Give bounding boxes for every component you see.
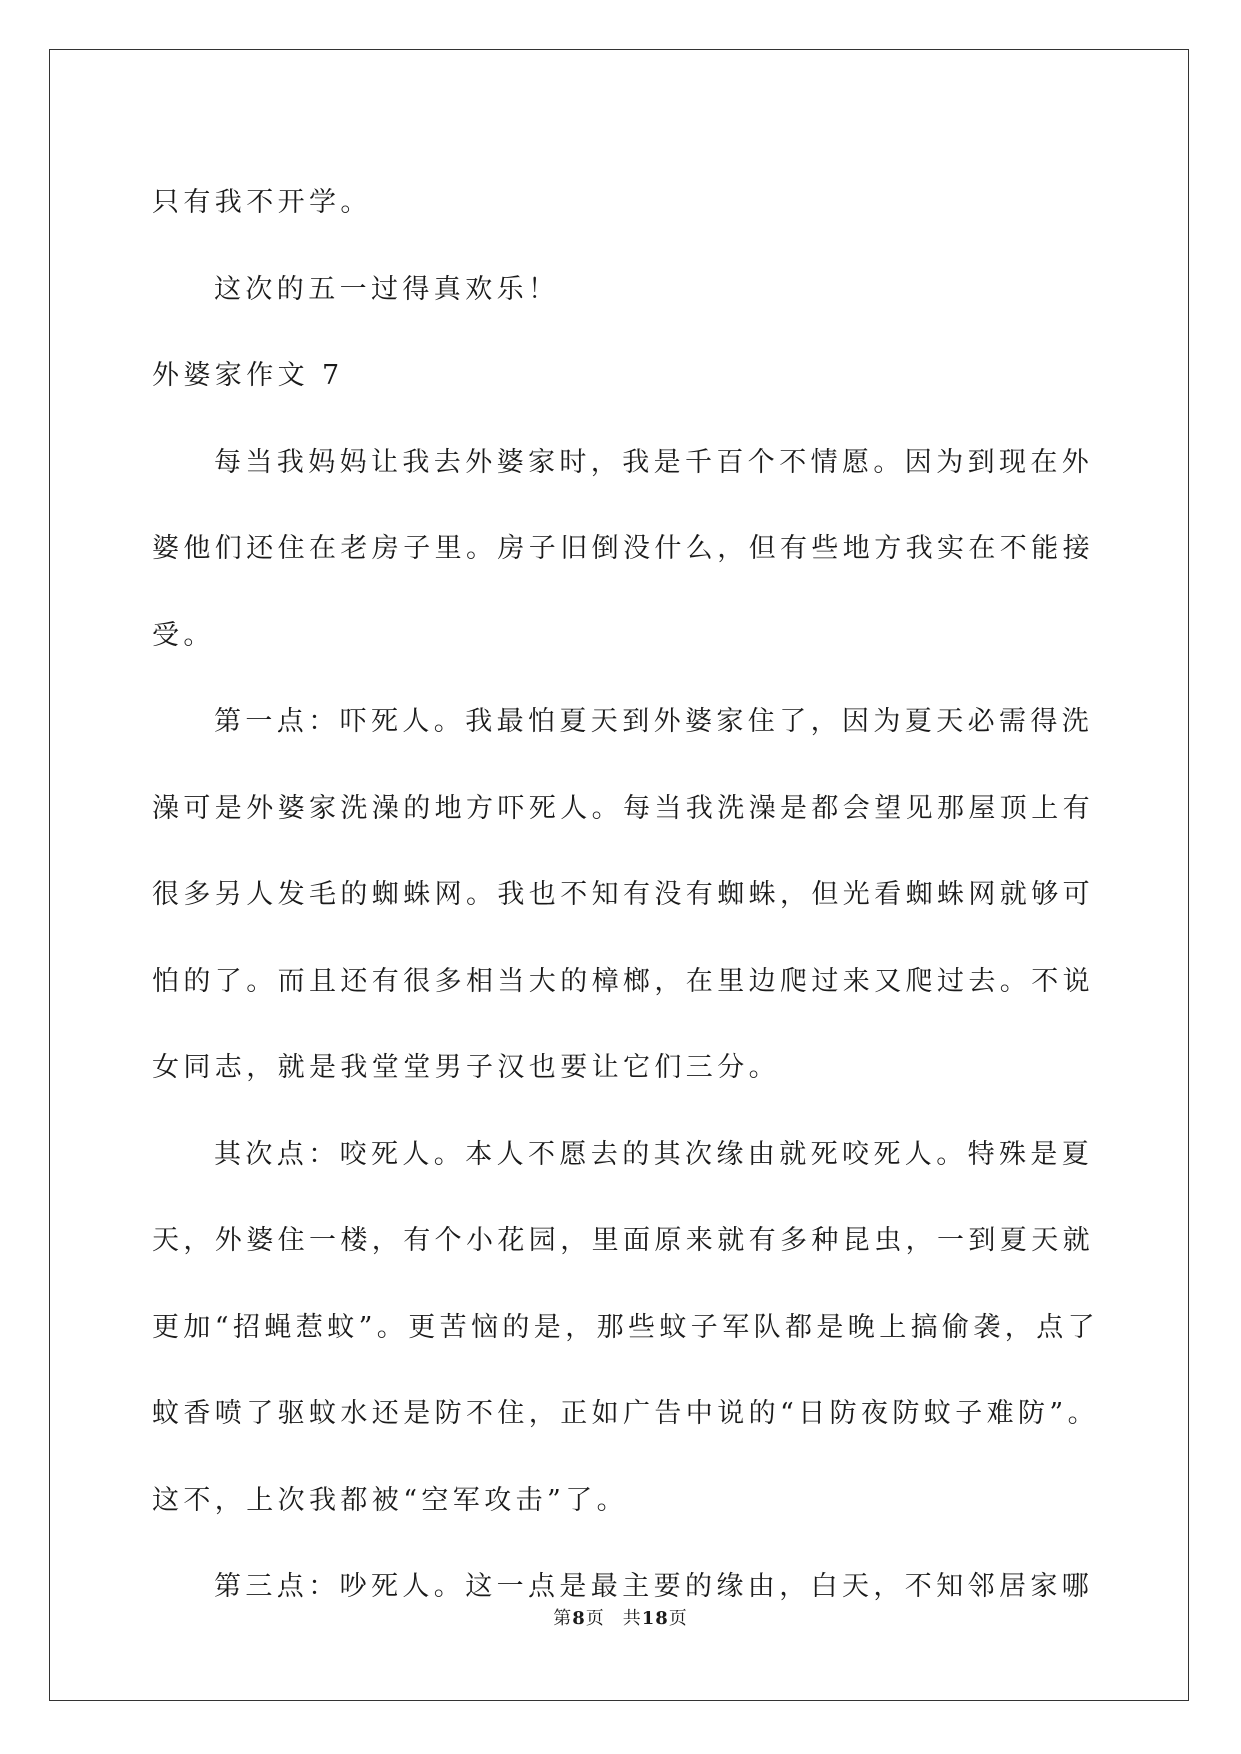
text-line: 很多另人发毛的蜘蛛网。我也不知有没有蜘蛛，但光看蜘蛛网就够可 bbox=[152, 879, 1094, 910]
text-line: 受。 bbox=[152, 619, 215, 651]
text-line: 更加“招蝇惹蚊”。更苦恼的是，那些蚊子军队都是晚上搞偷袭，点了 bbox=[152, 1311, 1100, 1343]
document-body bbox=[152, 160, 1100, 1631]
text-line: 其次点：咬死人。本人不愿去的其次缘由就死咬死人。特殊是夏 bbox=[214, 1138, 1094, 1170]
text-line: 蚊香喷了驱蚊水还是防不住，正如广告中说的“日防夜防蚊子难防”。 bbox=[152, 1398, 1100, 1429]
text-line: 天，外婆住一楼，有个小花园，里面原来就有多种昆虫，一到夏天就 bbox=[152, 1225, 1094, 1256]
text-line: 第三点：吵死人。这一点是最主要的缘由，白天，不知邻居家哪 bbox=[214, 1571, 1094, 1602]
text-line: 每当我妈妈让我去外婆家时，我是千百个不情愿。因为到现在外 bbox=[214, 446, 1094, 478]
text-line: 这不，上次我都被“空军攻击”了。 bbox=[152, 1484, 629, 1516]
text-line: 这次的五一过得真欢乐！ bbox=[214, 273, 560, 305]
page-suffix: 页 bbox=[585, 1608, 605, 1629]
text-line: 婆他们还住在老房子里。房子旧倒没什么，但有些地方我实在不能接 bbox=[152, 533, 1094, 564]
total-prefix: 共 bbox=[622, 1608, 642, 1629]
text-line: 只有我不开学。 bbox=[152, 187, 372, 218]
total-suffix: 页 bbox=[668, 1608, 688, 1629]
text-line: 澡可是外婆家洗澡的地方吓死人。每当我洗澡是都会望见那屋顶上有 bbox=[152, 792, 1094, 824]
page-footer bbox=[0, 1604, 1241, 1630]
text-line: 女同志，就是我堂堂男子汉也要让它们三分。 bbox=[152, 1052, 780, 1083]
section-heading: 外婆家作文 7 bbox=[152, 360, 344, 391]
page-prefix: 第 bbox=[553, 1608, 573, 1629]
text-line: 第一点：吓死人。我最怕夏天到外婆家住了，因为夏天必需得洗 bbox=[214, 706, 1094, 737]
page-number: 8 bbox=[572, 1608, 586, 1629]
total-pages: 18 bbox=[641, 1608, 669, 1629]
text-line: 怕的了。而且还有很多相当大的樟榔，在里边爬过来又爬过去。不说 bbox=[152, 965, 1094, 997]
